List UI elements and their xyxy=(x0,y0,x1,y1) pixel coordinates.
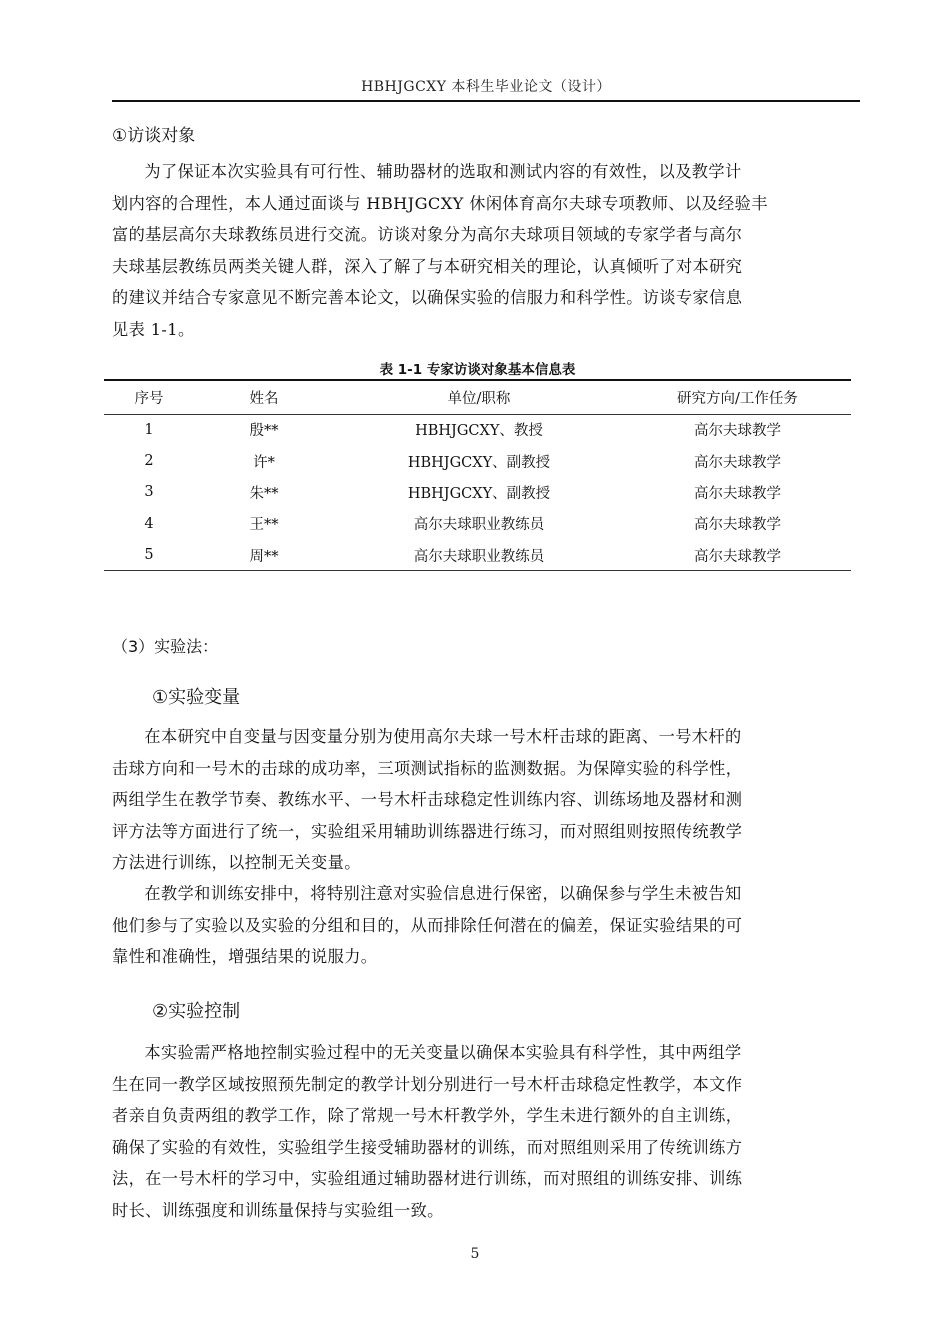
paragraph-experiment-variables xyxy=(112,721,860,879)
text-line: 确保了实验的有效性，实验组学生接受辅助器材的训练，而对照组则采用了传统训练方 xyxy=(112,1137,743,1157)
table-row xyxy=(104,445,851,476)
text-line: 评方法等方面进行了统一，实验组采用辅助训练器进行练习，而对照组则按照传统教学 xyxy=(112,821,743,841)
paragraph-interview xyxy=(112,156,860,345)
cell-name: 王** xyxy=(249,517,279,534)
cell-research-direction: 高尔夫球教学 xyxy=(694,485,781,502)
table-row xyxy=(104,414,851,445)
cell-name: 许* xyxy=(253,454,275,471)
cell-unit-title: 高尔夫球职业教练员 xyxy=(413,548,545,565)
text-line: 他们参与了实验以及实验的分组和目的，从而排除任何潜在的偏差，保证实验结果的可 xyxy=(112,915,743,935)
table-row xyxy=(104,508,851,539)
table-header-row xyxy=(104,380,851,414)
subsection-heading-experiment-control: ②实验控制 xyxy=(152,1001,241,1022)
cell-unit-title: HBHJGCXY、副教授 xyxy=(407,454,551,471)
column-header-unit-title: 单位/职称 xyxy=(447,390,511,407)
text-line: 法，在一号木杆的学习中，实验组通过辅助器材进行训练，而对照组的训练安排、训练 xyxy=(112,1169,743,1188)
text-line: 的建议并结合专家意见不断完善本论文，以确保实验的信服力和科学性。访谈专家信息 xyxy=(112,288,743,307)
cell-research-direction: 高尔夫球教学 xyxy=(694,548,781,565)
section-heading-interview-subjects: ①访谈对象 xyxy=(112,126,196,146)
text-line: 两组学生在教学节奏、教练水平、一号木杆击球稳定性训练内容、训练场地及器材和测 xyxy=(112,790,743,809)
section-heading-experiment-method: （3）实验法： xyxy=(112,637,219,656)
paragraph-experiment-control xyxy=(112,1037,860,1226)
column-header-number: 序号 xyxy=(134,390,164,407)
cell-unit-title: HBHJGCXY、副教授 xyxy=(407,485,551,502)
cell-research-direction: 高尔夫球教学 xyxy=(694,517,781,534)
text-line: 靠性和准确性，增强结果的说服力。 xyxy=(112,947,378,966)
page-number: 5 xyxy=(470,1246,480,1262)
table-row xyxy=(104,477,851,508)
text-line: 为了保证本次实验具有可行性、辅助器材的选取和测试内容的有效性，以及教学计 xyxy=(144,162,742,181)
cell-number: 2 xyxy=(144,453,154,470)
column-header-research-direction: 研究方向/工作任务 xyxy=(677,390,798,407)
subsection-heading-experiment-variables: ①实验变量 xyxy=(152,687,241,708)
text-line: 击球方向和一号木的击球的成功率，三项测试指标的监测数据。为保障实验的科学性， xyxy=(112,758,743,778)
text-line: 在本研究中自变量与因变量分别为使用高尔夫球一号木杆击球的距离、一号木杆的 xyxy=(144,727,742,746)
column-header-name: 姓名 xyxy=(249,390,279,407)
text-line: 夫球基层教练员两类关键人群，深入了解了与本研究相关的理论，认真倾听了对本研究 xyxy=(112,256,743,276)
cell-number: 3 xyxy=(144,484,154,501)
cell-number: 4 xyxy=(144,515,154,532)
text-line: 生在同一教学区域按照预先制定的教学计划分别进行一号木杆击球稳定性教学，本文作 xyxy=(112,1074,743,1094)
text-line: 本实验需严格地控制实验过程中的无关变量以确保本实验具有科学性，其中两组学 xyxy=(144,1043,742,1062)
text-line: 富的基层高尔夫球教练员进行交流。访谈对象分为高尔夫球项目领域的专家学者与高尔 xyxy=(112,225,743,244)
expert-info-table xyxy=(104,379,851,571)
cell-number: 1 xyxy=(144,421,154,438)
page-header: HBHJGCXY 本科生毕业论文（设计） xyxy=(361,79,611,95)
text-line: 时长、训练强度和训练量保持与实验组一致。 xyxy=(112,1200,444,1220)
cell-research-direction: 高尔夫球教学 xyxy=(694,454,781,471)
header-divider xyxy=(112,100,860,102)
cell-name: 周** xyxy=(249,548,279,565)
cell-name: 殷** xyxy=(249,423,279,440)
cell-unit-title: 高尔夫球职业教练员 xyxy=(413,517,545,534)
text-line: 划内容的合理性，本人通过面谈与 HBHJGCXY 休闲体育高尔夫球专项教师、以及经验丰 xyxy=(112,193,768,213)
cell-number: 5 xyxy=(144,547,154,563)
cell-name: 朱** xyxy=(249,485,279,502)
cell-research-direction: 高尔夫球教学 xyxy=(694,423,781,440)
text-line: 在教学和训练安排中，将特别注意对实验信息进行保密，以确保参与学生未被告知 xyxy=(144,884,742,903)
table-caption: 表 1-1 专家访谈对象基本信息表 xyxy=(379,362,576,378)
text-line: 见表 1-1。 xyxy=(112,319,195,339)
paragraph-confidentiality xyxy=(112,878,860,973)
cell-unit-title: HBHJGCXY、教授 xyxy=(415,423,543,440)
table-row xyxy=(104,540,851,571)
text-line: 方法进行训练，以控制无关变量。 xyxy=(112,853,361,872)
text-line: 者亲自负责两组的教学工作，除了常规一号木杆教学外，学生未进行额外的自主训练， xyxy=(112,1106,743,1125)
